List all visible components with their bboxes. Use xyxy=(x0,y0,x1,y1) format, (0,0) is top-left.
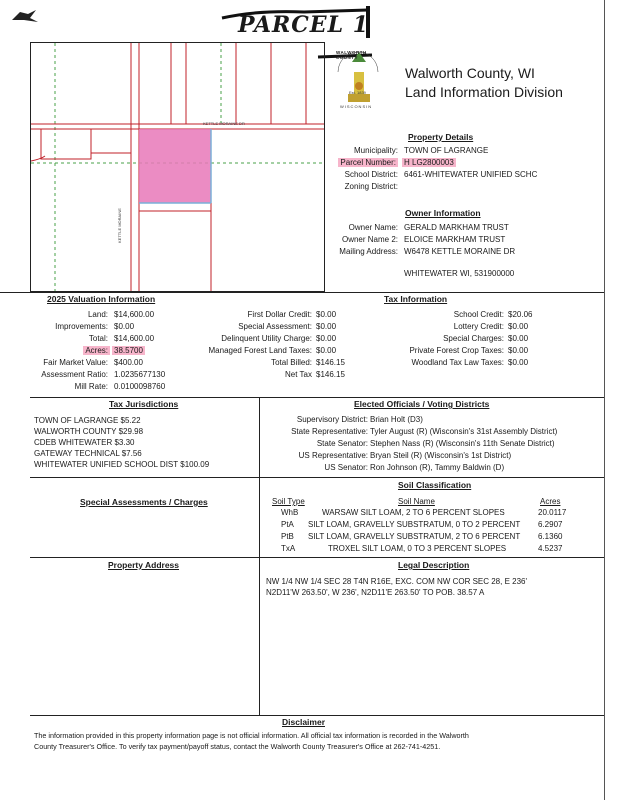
special-assessments-heading: Special Assessments / Charges xyxy=(80,497,208,507)
scan-staple-mark xyxy=(10,8,40,26)
zoning-district-label: Zoning District: xyxy=(344,182,398,191)
improvements-label: Improvements: xyxy=(55,322,108,331)
soil-heading: Soil Classification xyxy=(398,480,472,490)
school-credit-value: $20.06 xyxy=(508,310,533,319)
valuation-heading: 2025 Valuation Information xyxy=(47,294,156,304)
total-billed-label: Total Billed: xyxy=(271,358,312,367)
soil-row: TxA TROXEL SILT LOAM, 0 TO 3 PERCENT SLOPES 4.5237 xyxy=(281,544,563,553)
private-forest-label: Private Forest Crop Taxes: xyxy=(409,346,504,355)
managed-forest-value: $0.00 xyxy=(316,346,337,355)
private-forest-value: $0.00 xyxy=(508,346,529,355)
acres-value: 38.5700 xyxy=(114,346,143,355)
disclaimer-line-2: County Treasurer's Office. To verify tax payment/payoff status, contact the Walworth County Treasurer's Office at 262-741-4251. xyxy=(34,742,441,751)
soil-row: WhB WARSAW SILT LOAM, 2 TO 6 PERCENT SLOPES 20.0117 xyxy=(281,508,567,517)
owner-name-value: GERALD MARKHAM TRUST xyxy=(404,223,509,232)
scan-right-edge xyxy=(604,0,605,800)
legal-line-1: NW 1/4 NW 1/4 SEC 28 T4N R16E, EXC. COM NW COR SEC 28, E 236' xyxy=(266,577,528,586)
divider-disclaimer-top xyxy=(30,715,604,716)
seal-est-text: Est. 1839 xyxy=(349,90,366,95)
title-division: Land Information Division xyxy=(405,84,563,100)
title-county: Walworth County, WI xyxy=(405,65,535,81)
parcel-number-label: Parcel Number: xyxy=(340,158,396,167)
mailing-address-label: Mailing Address: xyxy=(339,247,398,256)
net-tax-label: Net Tax xyxy=(285,370,312,379)
soil-row: PtB SILT LOAM, GRAVELLY SUBSTRATUM, 2 TO 6 PERCENT 6.1360 xyxy=(281,532,563,541)
legal-description-heading: Legal Description xyxy=(398,560,470,570)
assessment-ratio-label: Assessment Ratio: xyxy=(41,370,108,379)
municipality-value: TOWN OF LAGRANGE xyxy=(404,146,489,155)
jurisdiction-row: TOWN OF LAGRANGE $5.22 xyxy=(34,416,141,425)
supervisory-district-value: Brian Holt (D3) xyxy=(370,415,423,424)
delinquent-utility-label: Delinquent Utility Charge: xyxy=(221,334,312,343)
elected-officials-heading: Elected Officials / Voting Districts xyxy=(354,399,490,409)
road-label-top: KETTLE MORAINE DR xyxy=(203,121,245,126)
special-assessment-value: $0.00 xyxy=(316,322,337,331)
tax-jurisdictions-list xyxy=(34,415,258,470)
legal-line-2: N2D11'W 263.50', W 236', N2D11'E 263.50' TO POB. 38.57 A xyxy=(266,588,485,597)
woodland-tax-label: Woodland Tax Law Taxes: xyxy=(411,358,504,367)
acres-label: Acres: xyxy=(85,346,108,355)
total-label: Total: xyxy=(88,334,108,343)
soil-col-acres: Acres xyxy=(540,497,561,506)
divider-jurisdictions-right xyxy=(259,397,260,715)
fair-market-value-label: Fair Market Value: xyxy=(43,358,108,367)
jurisdiction-row: WALWORTH COUNTY $29.98 xyxy=(34,427,144,436)
lottery-credit-label: Lottery Credit: xyxy=(453,322,504,331)
state-senator-label: State Senator: xyxy=(316,439,368,448)
special-charges-value: $0.00 xyxy=(508,334,529,343)
net-tax-value: $146.15 xyxy=(316,370,345,379)
us-representative-label: US Representative: xyxy=(298,451,368,460)
jurisdiction-row: CDEB WHITEWATER $3.30 xyxy=(34,438,135,447)
us-senator-label: US Senator: xyxy=(324,463,368,472)
woodland-tax-value: $0.00 xyxy=(508,358,529,367)
divider-jurisdictions-top xyxy=(30,397,604,398)
seal-bottom-text: WISCONSIN xyxy=(340,104,373,109)
mill-rate-value: 0.0100098760 xyxy=(114,382,166,391)
mill-rate-label: Mill Rate: xyxy=(74,382,108,391)
parcel-map xyxy=(30,42,325,292)
land-value: $14,600.00 xyxy=(114,310,155,319)
property-address-heading: Property Address xyxy=(108,560,180,570)
owner-name2-value: ELOICE MARKHAM TRUST xyxy=(404,235,506,244)
mailing-address-value: W6478 KETTLE MORAINE DR xyxy=(404,247,516,256)
supervisory-district-label: Supervisory District: xyxy=(296,415,368,424)
total-billed-value: $146.15 xyxy=(316,358,345,367)
soil-col-name: Soil Name xyxy=(398,497,435,506)
improvements-value: $0.00 xyxy=(114,322,135,331)
us-senator-value: Ron Johnson (R), Tammy Baldwin (D) xyxy=(370,463,505,472)
disclaimer-text xyxy=(34,730,469,752)
fair-market-value-value: $400.00 xyxy=(114,358,143,367)
state-senator-value: Stephen Nass (R) (Wisconsin's 11th Senate District) xyxy=(370,439,555,448)
divider-address-top xyxy=(30,557,604,558)
managed-forest-label: Managed Forest Land Taxes: xyxy=(208,346,312,355)
state-representative-value: Tyler August (R) (Wisconsin's 31st Assembly District) xyxy=(370,427,558,436)
first-dollar-credit-label: First Dollar Credit: xyxy=(247,310,312,319)
jurisdiction-row: GATEWAY TECHNICAL $7.56 xyxy=(34,449,142,458)
soil-table xyxy=(262,497,602,557)
tax-info-heading: Tax Information xyxy=(384,294,448,304)
property-details-heading: Property Details xyxy=(408,132,474,142)
total-value: $14,600.00 xyxy=(114,334,155,343)
municipality-label: Municipality: xyxy=(353,146,398,155)
legal-description-text xyxy=(266,576,527,598)
soil-row: PtA SILT LOAM, GRAVELLY SUBSTRATUM, 0 TO 2 PERCENT 6.2907 xyxy=(281,520,563,529)
school-credit-label: School Credit: xyxy=(453,310,504,319)
handwritten-parcel-note: PARCEL 1 xyxy=(218,2,388,42)
divider-special-top xyxy=(30,477,604,478)
us-representative-value: Bryan Steil (R) (Wisconsin's 1st District) xyxy=(370,451,512,460)
disclaimer-line-1: The information provided in this property information page is not official information. All official tax information is recorded in the Walworth xyxy=(34,731,469,740)
special-charges-label: Special Charges: xyxy=(443,334,504,343)
lottery-credit-value: $0.00 xyxy=(508,322,529,331)
mailing-city-line: WHITEWATER WI, 531900000 xyxy=(404,269,515,278)
divider-valuation-top xyxy=(0,292,604,293)
owner-name2-label: Owner Name 2: xyxy=(341,235,398,244)
school-district-value: 6461-WHITEWATER UNIFIED SCHC xyxy=(404,170,538,179)
page-title xyxy=(405,64,563,102)
owner-name-label: Owner Name: xyxy=(348,223,398,232)
jurisdiction-row: WHITEWATER UNIFIED SCHOOL DIST $100.09 xyxy=(34,460,210,469)
seal-top-text: WALWORTH COUNTY xyxy=(336,50,367,60)
tax-jurisdictions-heading: Tax Jurisdictions xyxy=(109,399,179,409)
special-assessment-label: Special Assessment: xyxy=(238,322,312,331)
road-label-side: KETTLE MORAINE xyxy=(117,208,122,243)
parcel-number-value: H LG2800003 xyxy=(404,158,454,167)
soil-col-type: Soil Type xyxy=(272,497,305,506)
land-label: Land: xyxy=(87,310,108,319)
first-dollar-credit-value: $0.00 xyxy=(316,310,337,319)
owner-info-heading: Owner Information xyxy=(405,208,481,218)
assessment-ratio-value: 1.0235677130 xyxy=(114,370,166,379)
school-district-label: School District: xyxy=(344,170,398,179)
disclaimer-heading: Disclaimer xyxy=(282,717,325,727)
delinquent-utility-value: $0.00 xyxy=(316,334,337,343)
state-representative-label: State Representative: xyxy=(291,427,368,436)
county-seal xyxy=(328,42,388,114)
